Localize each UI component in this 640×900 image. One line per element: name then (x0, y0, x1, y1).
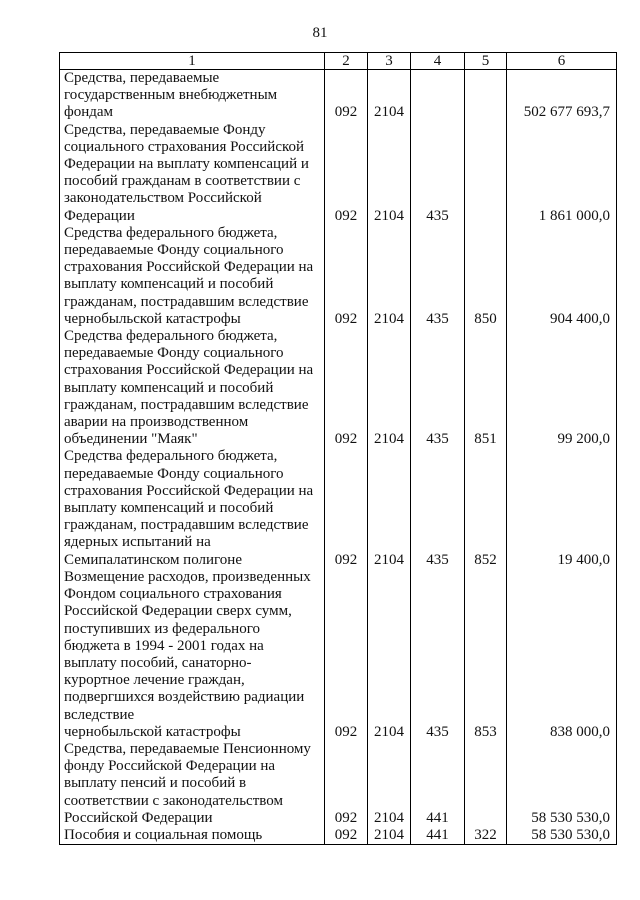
header-col-6: 6 (507, 53, 617, 70)
row-name-line: Российской Федерации сверх сумм, (64, 603, 292, 620)
row-name-line: фондам (64, 104, 114, 121)
row-code-col-4 (411, 70, 465, 122)
row-name-line: чернобыльской катастрофы (64, 723, 241, 740)
row-name-line: передаваемые Фонду социального (64, 242, 284, 259)
row-code-col-4: 441 (411, 741, 465, 827)
table-row (60, 569, 617, 741)
row-name-line: гражданам, пострадавшим вследствие (64, 293, 309, 310)
header-col-3: 3 (368, 53, 411, 70)
row-amount: 838 000,0 (507, 569, 617, 741)
budget-table (59, 52, 617, 845)
row-code-col-5: 853 (465, 569, 507, 741)
row-name-line: Средства, передаваемые Пенсионному (64, 740, 311, 757)
table-body (60, 70, 617, 845)
table-header (60, 53, 617, 70)
row-name-line: выплату пенсий и пособий в (64, 775, 247, 792)
row-name-line: страхования Российской Федерации на (64, 482, 314, 499)
row-code-col-2: 092 (325, 827, 368, 845)
row-name-line: чернобыльской катастрофы (64, 310, 241, 327)
row-name-line: аварии на производственном (64, 414, 249, 431)
row-code-col-2: 092 (325, 225, 368, 328)
table-row (60, 827, 617, 845)
row-name-line: страхования Российской Федерации на (64, 362, 314, 379)
table-row (60, 70, 617, 122)
row-name-line: Средства федерального бюджета, (64, 448, 278, 465)
row-name-line: соответствии с законодательством (64, 792, 283, 809)
row-name (60, 70, 325, 122)
row-name-line: пособий гражданам в соответствии с (64, 173, 301, 190)
row-name-line: курортное лечение граждан, (64, 672, 245, 689)
row-code-col-3: 2104 (368, 448, 411, 568)
header-col-4: 4 (411, 53, 465, 70)
row-name (60, 827, 325, 845)
row-code-col-5: 851 (465, 328, 507, 448)
row-name (60, 448, 325, 568)
row-amount: 1 861 000,0 (507, 122, 617, 225)
row-name (60, 122, 325, 225)
row-name-line: бюджета в 1994 - 2001 годах на (64, 637, 264, 654)
row-name-line: ядерных испытаний на (64, 534, 211, 551)
row-code-col-2: 092 (325, 70, 368, 122)
row-code-col-3: 2104 (368, 70, 411, 122)
row-code-col-3: 2104 (368, 741, 411, 827)
row-name-line: законодательством Российской (64, 190, 262, 207)
row-name-line: выплату пособий, санаторно- (64, 654, 252, 671)
row-code-col-5: 322 (465, 827, 507, 845)
row-name-line: выплату компенсаций и пособий (64, 276, 274, 293)
row-name-line: Пособия и социальная помощь (64, 826, 263, 843)
row-name-line: Средства, передаваемые Фонду (64, 121, 266, 138)
row-code-col-5: 850 (465, 225, 507, 328)
row-code-col-3: 2104 (368, 827, 411, 845)
row-amount: 502 677 693,7 (507, 70, 617, 122)
row-name-line: вследствие (64, 706, 135, 723)
row-code-col-2: 092 (325, 448, 368, 568)
row-code-col-2: 092 (325, 122, 368, 225)
row-amount: 58 530 530,0 (507, 827, 617, 845)
row-name-line: объединении "Маяк" (64, 431, 198, 448)
row-name-line: Возмещение расходов, произведенных (64, 568, 311, 585)
row-code-col-2: 092 (325, 741, 368, 827)
row-code-col-5: 852 (465, 448, 507, 568)
header-col-5: 5 (465, 53, 507, 70)
row-name (60, 741, 325, 827)
row-name-line: подвергшихся воздействию радиации (64, 689, 305, 706)
row-code-col-5 (465, 70, 507, 122)
row-name-line: Фондом социального страхования (64, 586, 282, 603)
row-name-line: Средства, передаваемые (64, 70, 220, 86)
row-code-col-4: 435 (411, 328, 465, 448)
row-name-line: государственным внебюджетным (64, 87, 278, 104)
table-row (60, 741, 617, 827)
row-amount: 99 200,0 (507, 328, 617, 448)
row-code-col-3: 2104 (368, 328, 411, 448)
row-name-line: Федерации (64, 207, 135, 224)
row-code-col-3: 2104 (368, 225, 411, 328)
row-name (60, 225, 325, 328)
row-name-line: фонду Российской Федерации на (64, 758, 276, 775)
row-amount: 904 400,0 (507, 225, 617, 328)
row-amount: 19 400,0 (507, 448, 617, 568)
page-number: 81 (312, 25, 328, 41)
row-code-col-2: 092 (325, 569, 368, 741)
row-name-line: Средства федерального бюджета, (64, 224, 278, 241)
table-row (60, 448, 617, 568)
row-name-line: гражданам, пострадавшим вследствие (64, 396, 309, 413)
table-row (60, 328, 617, 448)
row-name-line: Российской Федерации (64, 809, 213, 826)
row-code-col-5 (465, 122, 507, 225)
row-code-col-4: 435 (411, 569, 465, 741)
table-row (60, 225, 617, 328)
row-code-col-2: 092 (325, 328, 368, 448)
row-name-line: поступивших из федерального (64, 620, 260, 637)
row-code-col-4: 435 (411, 122, 465, 225)
table-row (60, 122, 617, 225)
row-name-line: передаваемые Фонду социального (64, 345, 284, 362)
row-name (60, 328, 325, 448)
row-name-line: Федерации на выплату компенсаций и (64, 156, 309, 173)
row-name-line: выплату компенсаций и пособий (64, 379, 274, 396)
row-name-line: гражданам, пострадавшим вследствие (64, 517, 309, 534)
row-name-line: страхования Российской Федерации на (64, 259, 314, 276)
header-col-2: 2 (325, 53, 368, 70)
row-name-line: социального страхования Российской (64, 138, 305, 155)
row-code-col-4: 435 (411, 448, 465, 568)
row-name-line: Семипалатинском полигоне (64, 551, 242, 568)
row-code-col-4: 441 (411, 827, 465, 845)
row-code-col-3: 2104 (368, 569, 411, 741)
header-row (60, 53, 617, 70)
row-amount: 58 530 530,0 (507, 741, 617, 827)
row-name-line: выплату компенсаций и пособий (64, 500, 274, 517)
row-code-col-4: 435 (411, 225, 465, 328)
row-name (60, 569, 325, 741)
header-col-1: 1 (60, 53, 325, 70)
row-code-col-5 (465, 741, 507, 827)
row-code-col-3: 2104 (368, 122, 411, 225)
row-name-line: Средства федерального бюджета, (64, 328, 278, 345)
row-name-line: передаваемые Фонду социального (64, 465, 284, 482)
